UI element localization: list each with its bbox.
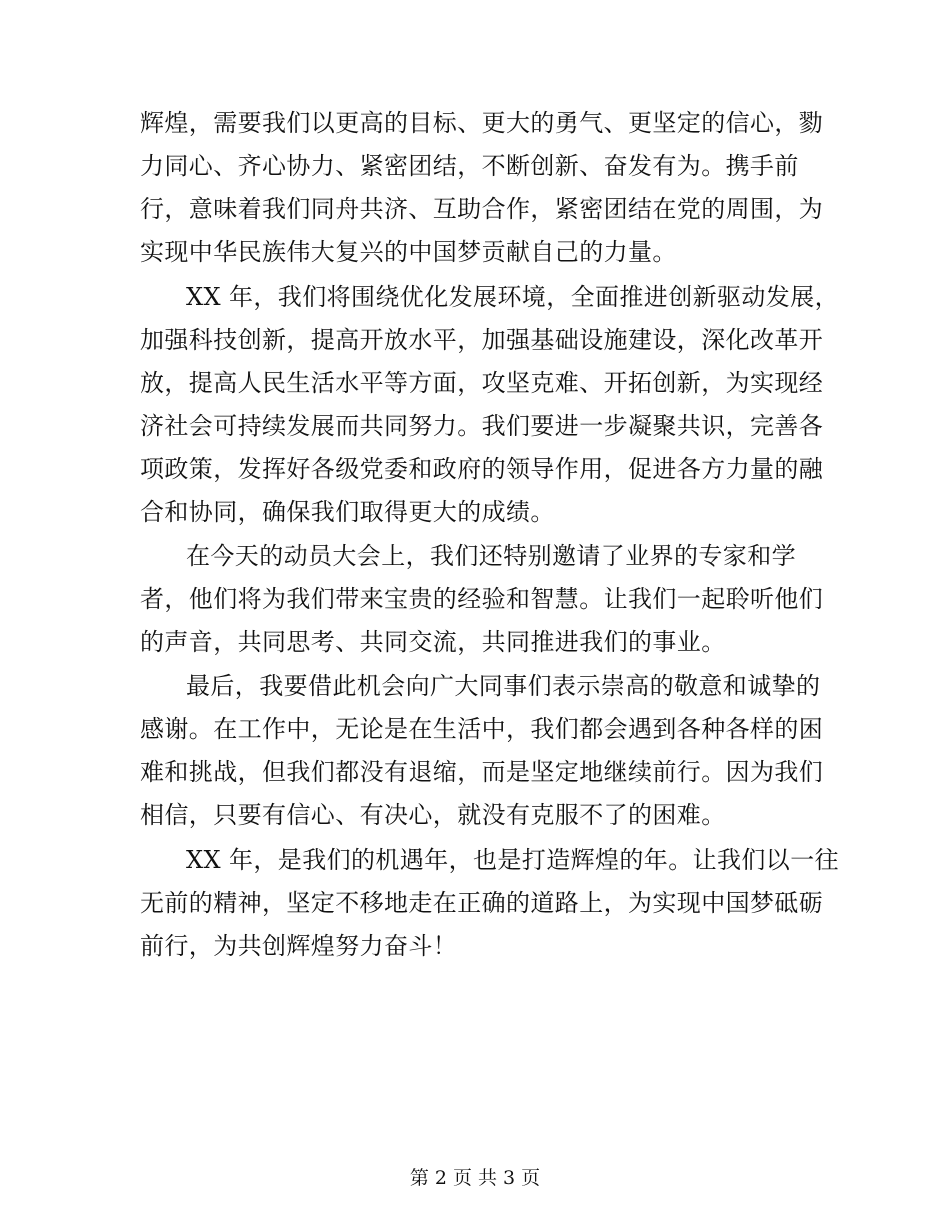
body-line: 济社会可持续发展而共同努力。我们要进一步凝聚共识，完善各 bbox=[140, 412, 824, 440]
body-line: XX 年，我们将围绕优化发展环境，全面推进创新驱动发展， bbox=[186, 283, 839, 311]
body-line: 放，提高人民生活水平等方面，攻坚克难、开拓创新，为实现经 bbox=[140, 369, 824, 397]
body-line: 实现中华民族伟大复兴的中国梦贡献自己的力量。 bbox=[140, 238, 677, 266]
body-line: 的声音，共同思考、共同交流，共同推进我们的事业。 bbox=[140, 628, 726, 656]
body-line: 项政策，发挥好各级党委和政府的领导作用，促进各方力量的融 bbox=[140, 455, 824, 483]
body-line: 前行，为共创辉煌努力奋斗！ bbox=[140, 932, 458, 960]
body-line: XX 年，是我们的机遇年，也是打造辉煌的年。让我们以一往 bbox=[186, 846, 839, 874]
body-line: 无前的精神，坚定不移地走在正确的道路上，为实现中国梦砥砺 bbox=[140, 889, 824, 917]
body-line: 难和挑战，但我们都没有退缩，而是坚定地继续前行。因为我们 bbox=[140, 758, 824, 786]
body-line: 在今天的动员大会上，我们还特别邀请了业界的专家和学 bbox=[186, 542, 796, 570]
body-line: 加强科技创新，提高开放水平，加强基础设施建设，深化改革开 bbox=[140, 326, 824, 354]
body-line: 最后，我要借此机会向广大同事们表示崇高的敬意和诚挚的 bbox=[186, 672, 821, 700]
body-line: 合和协同，确保我们取得更大的成绩。 bbox=[140, 498, 555, 526]
page-number: 第 2 页 共 3 页 bbox=[409, 1167, 541, 1189]
body-line: 者，他们将为我们带来宝贵的经验和智慧。让我们一起聆听他们 bbox=[140, 585, 824, 613]
body-line: 行，意味着我们同舟共济、互助合作，紧密团结在党的周围，为 bbox=[140, 195, 824, 223]
body-line: 相信，只要有信心、有决心，就没有克服不了的困难。 bbox=[140, 801, 726, 829]
body-line: 力同心、齐心协力、紧密团结，不断创新、奋发有为。携手前 bbox=[140, 152, 799, 180]
body-line: 感谢。在工作中，无论是在生活中，我们都会遇到各种各样的困 bbox=[140, 715, 824, 743]
body-line: 辉煌，需要我们以更高的目标、更大的勇气、更坚定的信心，勠 bbox=[140, 109, 824, 137]
